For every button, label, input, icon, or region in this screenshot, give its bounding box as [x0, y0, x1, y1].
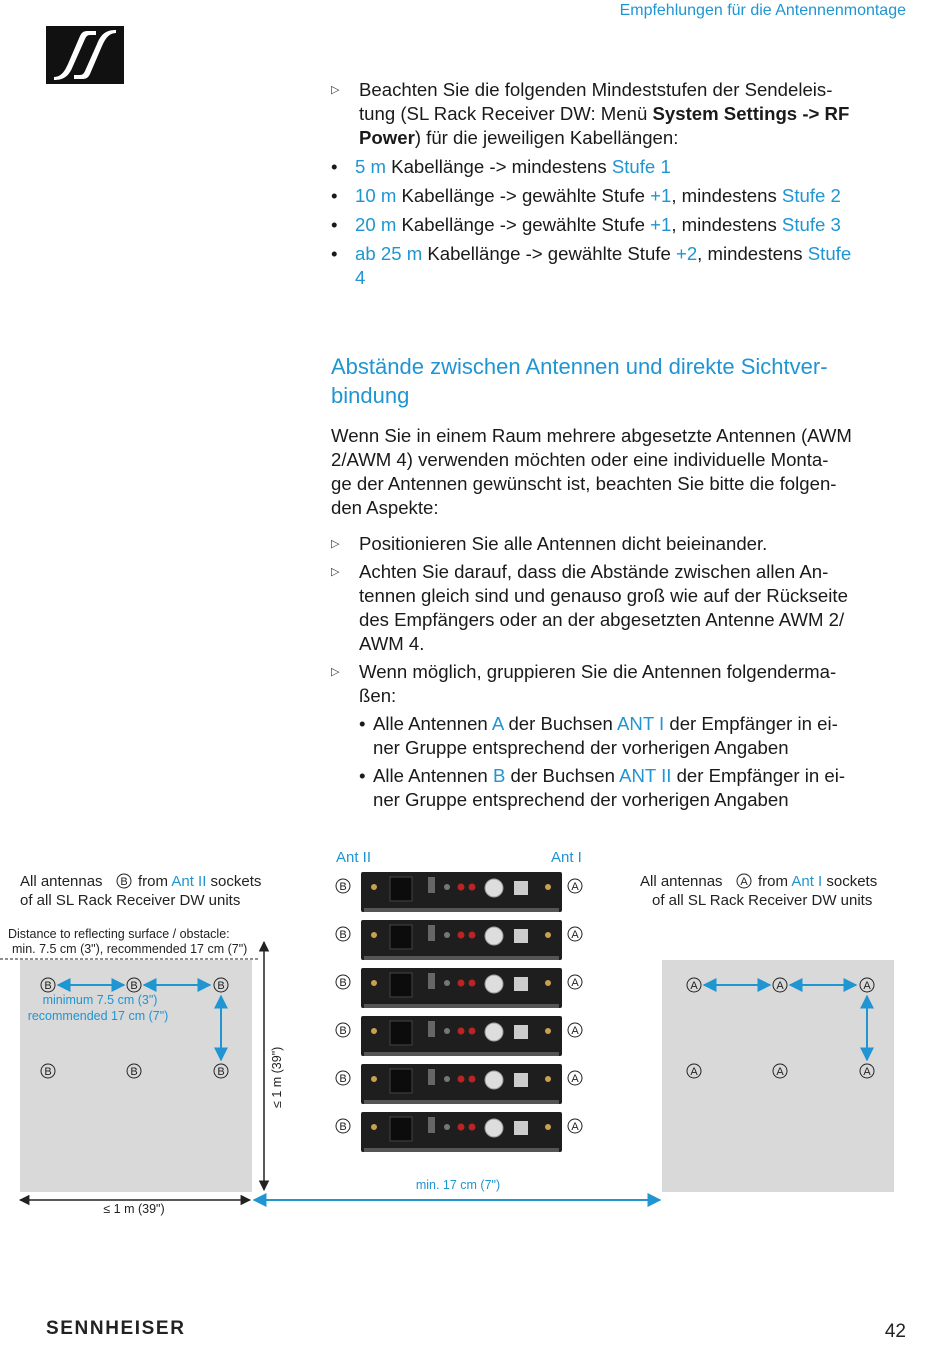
text-line	[359, 126, 907, 150]
badge-letter: A	[776, 1066, 784, 1078]
antenna-distance-section	[331, 352, 907, 812]
antenna-a-marker	[568, 927, 582, 941]
receiver-base	[364, 1148, 559, 1152]
badge-letter: A	[571, 1073, 579, 1085]
text-line	[373, 712, 907, 736]
antenna-a-marker	[568, 975, 582, 989]
text: Kabellänge -> gewählte Stufe	[396, 214, 651, 235]
badge-letter: B	[339, 977, 347, 989]
rca-output	[458, 884, 465, 891]
receiver-unit	[361, 920, 562, 960]
switch	[428, 925, 435, 941]
left-caption-cont: from Ant II sockets	[138, 873, 262, 890]
receiver-unit	[361, 1064, 562, 1104]
receiver-base	[364, 1004, 559, 1008]
xlr-output	[485, 927, 503, 945]
power-socket	[390, 973, 412, 997]
badge-letter: A	[776, 980, 784, 992]
xlr-output	[485, 1119, 503, 1137]
text: Kabellänge -> gewählte Stufe	[422, 243, 676, 264]
rca-output	[458, 1028, 465, 1035]
receiver-base	[364, 908, 559, 912]
section-heading	[331, 352, 907, 410]
text: Kabellänge -> gewählte Stufe	[396, 185, 651, 206]
text: der Empfänger in ei-	[671, 765, 846, 786]
text-line: Positionieren Sie alle Antennen dicht beieinander.	[359, 533, 768, 554]
badge-letter: A	[571, 881, 579, 893]
ant-ii-socket	[371, 980, 377, 986]
text-line: Beachten Sie die folgenden Mindeststufen der Sendeleis-	[359, 79, 833, 100]
spacing-label: minimum 7.5 cm (3")	[42, 993, 158, 1007]
power-socket	[390, 1021, 412, 1045]
badge-letter: A	[571, 1121, 579, 1133]
ant-ii-socket	[371, 884, 377, 890]
distance-label: min. 7.5 cm (3"), recommended 17 cm (7")	[12, 942, 248, 956]
lan-port	[514, 1073, 528, 1087]
text-line: den Aspekte:	[331, 497, 439, 518]
knob	[444, 980, 450, 986]
badge-letter: A	[863, 980, 871, 992]
text-line: ge der Antennen gewünscht ist, beachten Sie bitte die folgen-	[331, 473, 837, 494]
switch	[428, 1069, 435, 1085]
instruction-step	[331, 78, 907, 150]
text-line: Wenn möglich, gruppieren Sie die Antennen folgenderma-	[359, 661, 837, 682]
text-line	[359, 102, 907, 126]
socket-name: ANT I	[617, 713, 665, 734]
text: der Empfänger in ei-	[664, 713, 838, 734]
xlr-output	[485, 975, 503, 993]
bullet-icon: •	[359, 713, 366, 734]
brand-wordmark: SENNHEISER	[46, 1318, 186, 1339]
badge-letter: B	[339, 1073, 347, 1085]
power-level: Stufe 3	[781, 214, 841, 235]
badge-letter: B	[339, 1025, 347, 1037]
antenna-b-marker	[336, 879, 350, 893]
bullet-icon: •	[331, 243, 338, 264]
antenna-letter: A	[491, 713, 504, 734]
antenna-a-marker	[568, 1119, 582, 1133]
text: Alle Antennen	[373, 765, 493, 786]
receiver-base	[364, 956, 559, 960]
text: der Buchsen	[505, 765, 620, 786]
level-increment: +1	[650, 185, 672, 206]
spacing-label: recommended 17 cm (7")	[27, 1009, 169, 1023]
rca-output	[469, 884, 476, 891]
badge-letter: B	[130, 980, 138, 992]
receiver-base	[364, 1052, 559, 1056]
xlr-output	[485, 879, 503, 897]
badge-letter: A	[863, 1066, 871, 1078]
diagram-canvas	[0, 838, 950, 1228]
badge-letter: A	[571, 929, 579, 941]
lan-port	[514, 881, 528, 895]
instruction-step	[331, 660, 907, 708]
antenna-a-marker	[568, 1023, 582, 1037]
power-socket	[390, 1069, 412, 1093]
text: tung (SL Rack Receiver DW: Menü	[359, 103, 653, 124]
text: , mindestens	[671, 185, 782, 206]
bullet-icon: •	[359, 765, 366, 786]
intro-paragraph	[331, 424, 907, 520]
list-item	[331, 242, 907, 290]
text-line: ßen:	[359, 685, 397, 706]
text: ) für die jeweiligen Kabellängen:	[414, 127, 679, 148]
knob	[444, 932, 450, 938]
badge-letter: B	[339, 929, 347, 941]
switch	[428, 973, 435, 989]
badge-letter: A	[690, 980, 698, 992]
receiver-unit	[361, 1112, 562, 1152]
heading-line: Abstände zwischen Antennen und direkte Sichtver-	[331, 354, 828, 379]
sennheiser-logo	[46, 26, 124, 84]
bullet-icon: •	[331, 185, 338, 206]
ant-ii-socket	[371, 1028, 377, 1034]
knob	[444, 1124, 450, 1130]
switch	[428, 1117, 435, 1133]
list-item	[331, 213, 907, 237]
antenna-placement-diagram	[0, 838, 950, 1228]
list-item	[331, 712, 907, 760]
triangle-bullet-icon: ▷	[331, 566, 340, 578]
rca-output	[458, 1076, 465, 1083]
antenna-a-marker	[568, 879, 582, 893]
rca-output	[458, 1124, 465, 1131]
rca-output	[469, 1028, 476, 1035]
ant-ii-socket	[371, 1124, 377, 1130]
badge-letter: B	[339, 881, 347, 893]
left-caption-line2: of all SL Rack Receiver DW units	[20, 892, 241, 909]
antenna-b-marker	[336, 927, 350, 941]
badge-letter: A	[571, 977, 579, 989]
distance-label: Distance to reflecting surface / obstacle:	[8, 927, 230, 941]
ant-i-socket	[545, 932, 551, 938]
antenna-b-marker	[336, 1119, 350, 1133]
ant-ii-socket	[371, 1076, 377, 1082]
triangle-bullet-icon: ▷	[331, 666, 340, 678]
rca-output	[469, 1076, 476, 1083]
receiver-unit	[361, 968, 562, 1008]
ant-i-socket	[545, 1028, 551, 1034]
antenna-b-marker	[336, 1071, 350, 1085]
power-level: Stufe 2	[781, 185, 841, 206]
badge-letter: B	[339, 1121, 347, 1133]
antenna-letter: A	[740, 876, 748, 888]
rca-output	[469, 932, 476, 939]
ant-i-socket	[545, 884, 551, 890]
antenna-letter: B	[492, 765, 506, 786]
instruction-step	[331, 560, 907, 656]
text-line: ner Gruppe entsprechend der vorherigen Angaben	[373, 789, 789, 810]
knob	[444, 1076, 450, 1082]
right-caption-cont: from Ant I sockets	[758, 873, 878, 890]
ant-ii-socket	[371, 932, 377, 938]
receiver-base	[364, 1100, 559, 1104]
lan-port	[514, 1121, 528, 1135]
power-socket	[390, 1117, 412, 1141]
bullet-icon: •	[331, 214, 338, 235]
left-caption: All antennas	[20, 873, 103, 890]
socket-name: ANT II	[619, 765, 672, 786]
knob	[444, 1028, 450, 1034]
list-item	[331, 764, 907, 812]
rf-power-block	[331, 78, 907, 290]
heading-line: bindung	[331, 383, 410, 408]
badge-letter: A	[690, 1066, 698, 1078]
rca-output	[458, 980, 465, 987]
cable-length: 5 m	[355, 156, 386, 177]
text-line: Wenn Sie in einem Raum mehrere abgesetzte Antennen (AWM	[331, 425, 852, 446]
horizontal-limit-label: ≤ 1 m (39")	[103, 1202, 165, 1216]
right-caption: All antennas	[640, 873, 723, 890]
menu-path: System Settings -> RF	[652, 103, 850, 124]
receiver-unit	[361, 1016, 562, 1056]
bullet-icon: •	[331, 156, 338, 177]
text: , mindestens	[697, 243, 808, 264]
text-line: AWM 4.	[359, 633, 425, 654]
text: , mindestens	[671, 214, 782, 235]
badge-letter: A	[571, 1025, 579, 1037]
ant-ii-label: Ant II	[336, 849, 372, 866]
list-item	[331, 184, 907, 208]
text-line: ner Gruppe entsprechend der vorherigen Angaben	[373, 737, 789, 758]
level-increment: +2	[675, 243, 698, 264]
antenna-letter: B	[120, 876, 128, 888]
cable-length: ab 25 m	[355, 243, 423, 264]
badge-letter: B	[130, 1066, 138, 1078]
text: Alle Antennen	[373, 713, 492, 734]
rca-output	[469, 1124, 476, 1131]
receiver-unit	[361, 872, 562, 912]
knob	[444, 884, 450, 890]
switch	[428, 877, 435, 893]
xlr-output	[485, 1071, 503, 1089]
instruction-step	[331, 532, 907, 556]
lan-port	[514, 929, 528, 943]
chapter-title: Empfehlungen für die Antennenmontage	[619, 2, 906, 19]
triangle-bullet-icon: ▷	[331, 84, 340, 96]
power-level: Stufe	[807, 243, 852, 264]
antenna-b-marker	[336, 1023, 350, 1037]
rca-output	[469, 980, 476, 987]
lan-port	[514, 977, 528, 991]
badge-letter: B	[217, 1066, 225, 1078]
menu-path: Power	[359, 127, 415, 148]
level-increment: +1	[650, 214, 672, 235]
page-number: 42	[884, 1321, 906, 1342]
cable-length: 10 m	[355, 185, 397, 206]
min-distance-label: min. 17 cm (7")	[415, 1178, 501, 1192]
text: der Buchsen	[503, 713, 618, 734]
cable-length: 20 m	[355, 214, 397, 235]
text-line	[373, 764, 907, 788]
text-line: 2/AWM 4) verwenden möchten oder eine individuelle Monta-	[331, 449, 829, 470]
lan-port	[514, 1025, 528, 1039]
power-level: Stufe 1	[611, 156, 671, 177]
switch	[428, 1021, 435, 1037]
badge-letter: B	[217, 980, 225, 992]
power-level-continued: 4	[355, 267, 366, 288]
ant-i-socket	[545, 980, 551, 986]
antenna-b-marker	[336, 975, 350, 989]
rca-output	[458, 932, 465, 939]
list-item	[331, 155, 907, 179]
text: Kabellänge -> mindestens	[386, 156, 612, 177]
text-line: Achten Sie darauf, dass die Abstände zwischen allen An-	[359, 561, 829, 582]
ant-i-label: Ant I	[551, 849, 582, 866]
xlr-output	[485, 1023, 503, 1041]
text-line: tennen gleich sind und genauso groß wie auf der Rückseite	[359, 585, 848, 606]
antenna-a-marker	[568, 1071, 582, 1085]
power-socket	[390, 925, 412, 949]
right-caption-line2: of all SL Rack Receiver DW units	[652, 892, 873, 909]
ant-i-socket	[545, 1124, 551, 1130]
vertical-limit-label: ≤ 1 m (39")	[270, 1046, 284, 1108]
badge-letter: B	[44, 1066, 52, 1078]
ant-i-socket	[545, 1076, 551, 1082]
badge-letter: B	[44, 980, 52, 992]
triangle-bullet-icon: ▷	[331, 538, 340, 550]
power-socket	[390, 877, 412, 901]
text-line: des Empfängers oder an der abgesetzten Antenne AWM 2/	[359, 609, 845, 630]
text-line	[355, 242, 907, 266]
